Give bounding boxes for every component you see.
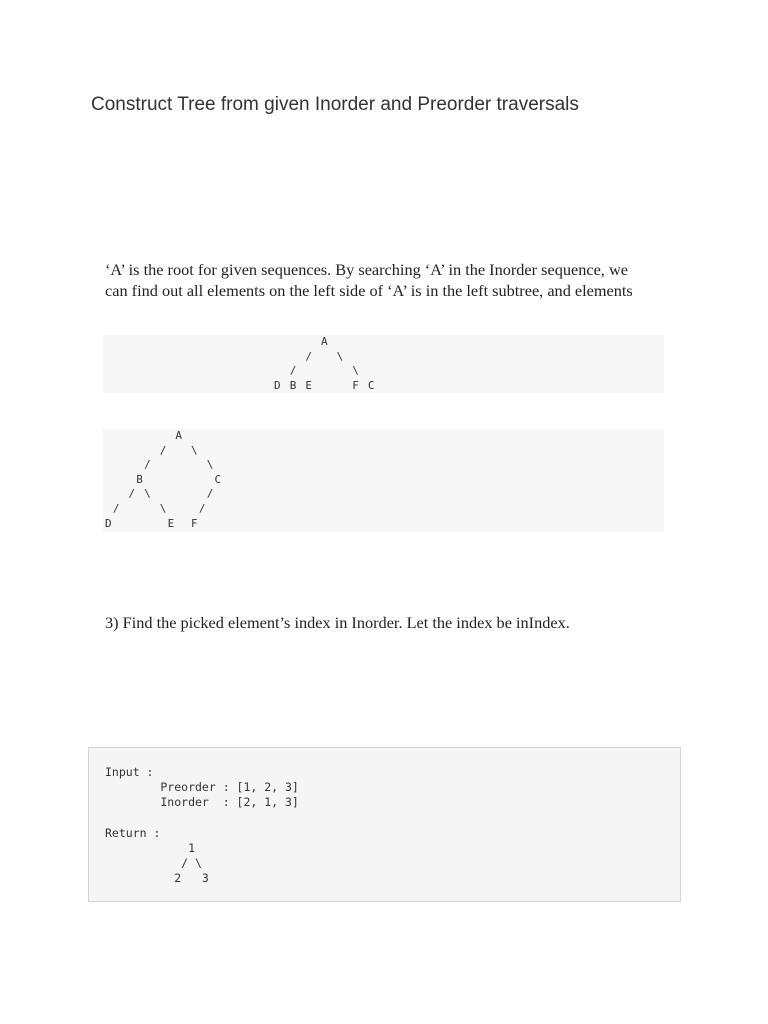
tree-diagram-box-1 bbox=[103, 335, 664, 393]
example-code: Input : Preorder : [1, 2, 3] Inorder : [2, 1, 3] Return : 1 / \ 2 3 bbox=[105, 765, 299, 886]
example-code-block bbox=[88, 747, 681, 902]
tree-diagram-box-2 bbox=[103, 429, 664, 532]
step-3-paragraph: 3) Find the picked element’s index in Inorder. Let the index be inIndex. bbox=[105, 613, 570, 632]
explanation-line-2: can find out all elements on the left side of ‘A’ is in the left subtree, and elements bbox=[105, 281, 633, 300]
explanation-paragraph bbox=[105, 259, 633, 301]
tree-diagram-1: A / \ / \ D B E F C bbox=[274, 335, 376, 392]
tree-diagram-2: A / \ / \ B C / \ / / \ / D E F bbox=[105, 429, 223, 530]
page-title: Construct Tree from given Inorder and Preorder traversals bbox=[91, 94, 579, 115]
explanation-line-1: ‘A’ is the root for given sequences. By searching ‘A’ in the Inorder sequence, we bbox=[105, 260, 628, 279]
